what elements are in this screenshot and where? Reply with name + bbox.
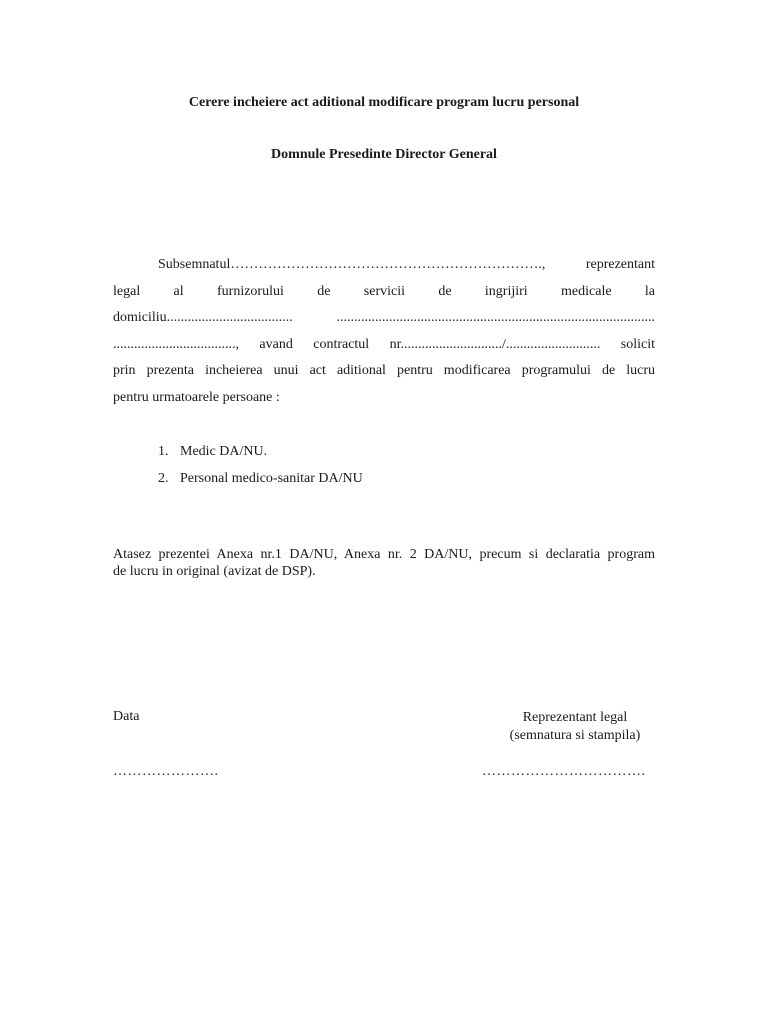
attachment-line-1: Atasez prezentei Anexa nr.1 DA/NU, Anexa nr. 2 DA/NU, precum si declaratia program — [113, 547, 655, 562]
date-label: Data — [113, 709, 140, 724]
attachment-line-2: de lucru in original (avizat de DSP). — [113, 564, 316, 579]
body-line-4: ..................................., avand contractul nr............................./........................... solicit — [113, 336, 655, 352]
list-item-number: 2. — [158, 471, 169, 486]
representative-label: Reprezentant legal — [522, 710, 628, 725]
body-line-5: prin prezenta incheierea unui act aditional pentru modificarea programului de lucru — [113, 363, 655, 378]
list-item-text: Medic DA/NU. — [180, 444, 268, 459]
date-blank: …………………. — [113, 764, 219, 779]
body-line-3: domiciliu.................................... ........................................................................................... — [113, 310, 655, 325]
persons-list — [158, 438, 363, 492]
addressee: Domnule Presedinte Director General — [271, 147, 497, 162]
list-item-text: Personal medico-sanitar DA/NU — [180, 471, 363, 486]
list-item-number: 1. — [158, 444, 169, 459]
attachment-paragraph — [113, 546, 655, 580]
representative-block — [480, 709, 670, 745]
request-paragraph — [113, 252, 655, 411]
list-item — [158, 438, 363, 465]
body-line-1: Subsemnatul…………………………………………………………., reprezentant — [158, 257, 655, 272]
signature-blank: ……………………………. — [482, 764, 646, 779]
document-title: Cerere incheiere act aditional modificare program lucru personal — [188, 95, 580, 110]
representative-sublabel: (semnatura si stampila) — [509, 728, 641, 743]
body-line-2: legal al furnizorului de servicii de ingrijiri medicale la — [113, 283, 655, 299]
body-line-6: pentru urmatoarele persoane : — [113, 389, 280, 405]
list-item — [158, 465, 363, 492]
